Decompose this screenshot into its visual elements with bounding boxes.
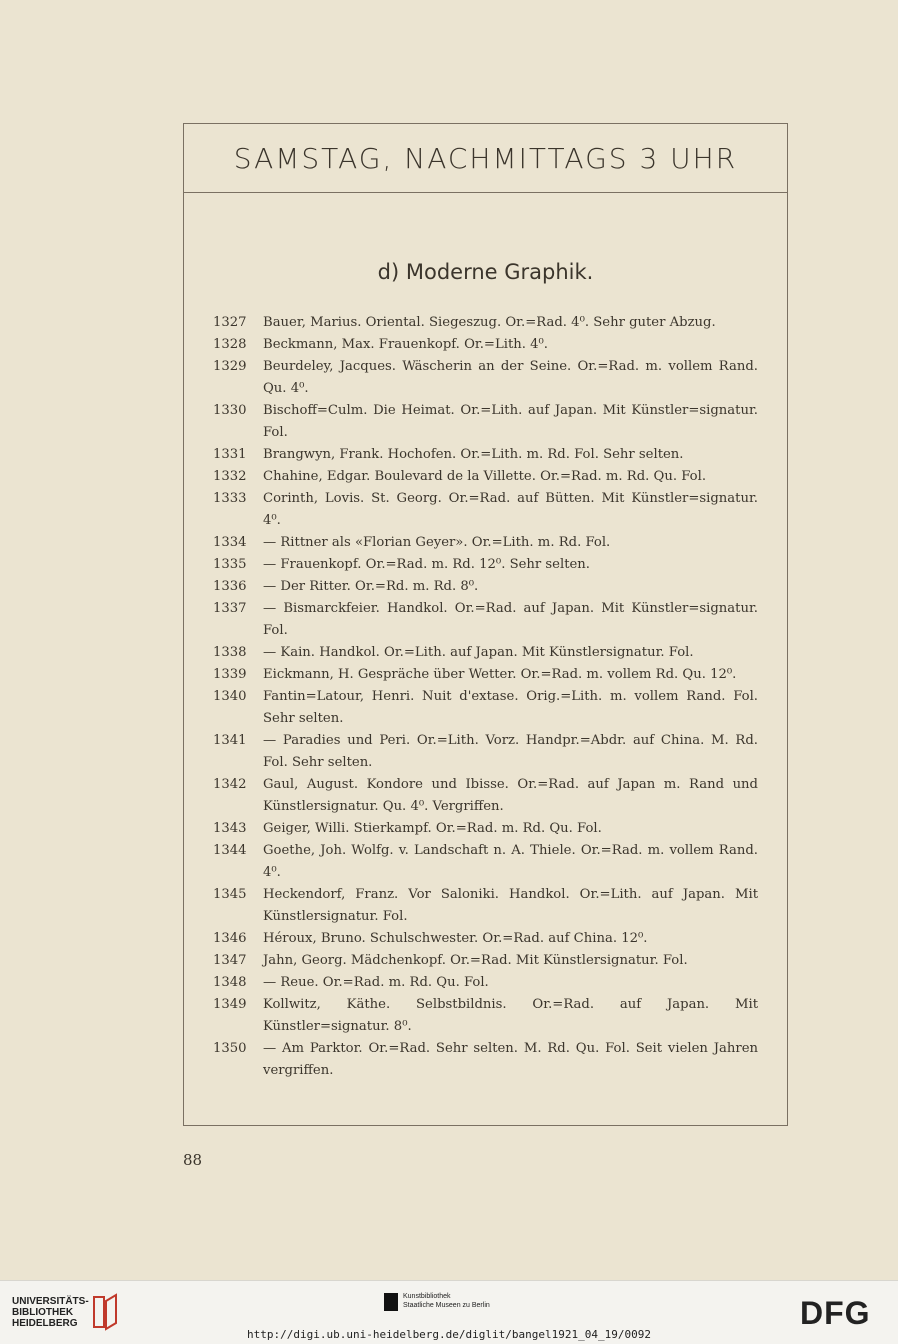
- entry-number: 1331: [213, 447, 247, 462]
- entry-number: 1329: [213, 359, 247, 374]
- ub-logo-line: HEIDELBERG: [12, 1318, 78, 1329]
- entry-number: 1344: [213, 843, 247, 858]
- entry-text: Beckmann, Max. Frauenkopf. Or.=Lith. 4⁰.: [263, 337, 548, 352]
- entry-text: Geiger, Willi. Stierkampf. Or.=Rad. m. Rd. Qu. Fol.: [263, 821, 602, 836]
- catalog-entry: [213, 972, 758, 994]
- kunstbibliothek-label[interactable]: [403, 1292, 490, 1310]
- entry-text: Fantin=Latour, Henri. Nuit d'extase. Orig.=Lith. m. vollem Rand. Fol. Sehr selten.: [263, 689, 758, 726]
- catalog-entry: [213, 818, 758, 840]
- entry-text: — Reue. Or.=Rad. m. Rd. Qu. Fol.: [263, 975, 489, 990]
- entry-text: Kollwitz, Käthe. Selbstbildnis. Or.=Rad. auf Japan. Mit Künstler=signatur. 8⁰.: [263, 997, 758, 1034]
- entry-number: 1338: [213, 645, 247, 660]
- kb-line: Staatliche Museen zu Berlin: [403, 1302, 490, 1309]
- footer-bar: [0, 1280, 898, 1344]
- catalog-entry: [213, 994, 758, 1038]
- entry-text: — Am Parktor. Or.=Rad. Sehr selten. M. Rd. Qu. Fol. Seit vielen Jahren vergriffen.: [263, 1041, 758, 1078]
- entry-number: 1334: [213, 535, 247, 550]
- catalog-entry: [213, 532, 758, 554]
- catalog-entry: [213, 554, 758, 576]
- entry-text: — Bismarckfeier. Handkol. Or.=Rad. auf Japan. Mit Künstler=signatur. Fol.: [263, 601, 758, 638]
- catalog-entry: [213, 488, 758, 532]
- entry-text: Heckendorf, Franz. Vor Saloniki. Handkol. Or.=Lith. auf Japan. Mit Künstlersignatur. Fol.: [263, 887, 758, 924]
- entry-number: 1333: [213, 491, 247, 506]
- university-library-logo[interactable]: [12, 1296, 89, 1329]
- entry-number: 1349: [213, 997, 247, 1012]
- catalog-list: [213, 312, 758, 1082]
- entry-text: Bauer, Marius. Oriental. Siegeszug. Or.=Rad. 4⁰. Sehr guter Abzug.: [263, 315, 716, 330]
- entry-number: 1339: [213, 667, 247, 682]
- header-box: [184, 124, 787, 193]
- section-title: d) Moderne Graphik.: [377, 260, 594, 284]
- page-number: 88: [183, 1151, 203, 1169]
- entry-number: 1350: [213, 1041, 247, 1056]
- kunstbibliothek-logo-icon: [384, 1293, 398, 1311]
- catalog-entry: [213, 598, 758, 642]
- entry-number: 1343: [213, 821, 247, 836]
- catalog-entry: [213, 928, 758, 950]
- entry-number: 1340: [213, 689, 247, 704]
- entry-text: Gaul, August. Kondore und Ibisse. Or.=Rad. auf Japan m. Rand und Künstlersignatur. Qu. 4⁰. Vergriffen.: [263, 777, 758, 814]
- catalog-entry: [213, 444, 758, 466]
- catalog-entry: [213, 664, 758, 686]
- catalog-entry: [213, 642, 758, 664]
- entry-number: 1335: [213, 557, 247, 572]
- catalog-entry: [213, 312, 758, 334]
- entry-text: — Kain. Handkol. Or.=Lith. auf Japan. Mit Künstlersignatur. Fol.: [263, 645, 694, 660]
- entry-text: Chahine, Edgar. Boulevard de la Villette. Or.=Rad. m. Rd. Qu. Fol.: [263, 469, 707, 484]
- entry-number: 1337: [213, 601, 247, 616]
- ub-emblem-icon: [90, 1293, 120, 1331]
- entry-text: Beurdeley, Jacques. Wäscherin an der Seine. Or.=Rad. m. vollem Rand. Qu. 4⁰.: [263, 359, 758, 396]
- ub-logo-line: BIBLIOTHEK: [12, 1307, 74, 1318]
- entry-number: 1342: [213, 777, 247, 792]
- page-url[interactable]: http://digi.ub.uni-heidelberg.de/diglit/bangel1921_04_19/0092: [247, 1328, 651, 1341]
- page-title: SAMSTAG, NACHMITTAGS 3 UHR: [233, 142, 738, 175]
- entry-text: Bischoff=Culm. Die Heimat. Or.=Lith. auf Japan. Mit Künstler=signatur. Fol.: [263, 403, 758, 440]
- catalog-entry: [213, 576, 758, 598]
- entry-number: 1328: [213, 337, 247, 352]
- entry-text: — Rittner als «Florian Geyer». Or.=Lith. m. Rd. Fol.: [263, 535, 611, 550]
- entry-text: Brangwyn, Frank. Hochofen. Or.=Lith. m. Rd. Fol. Sehr selten.: [263, 447, 684, 462]
- catalog-entry: [213, 840, 758, 884]
- dfg-logo[interactable]: DFG: [800, 1295, 871, 1331]
- entry-text: — Frauenkopf. Or.=Rad. m. Rd. 12⁰. Sehr selten.: [263, 557, 590, 572]
- entry-number: 1330: [213, 403, 247, 418]
- ub-logo-line: UNIVERSITÄTS-: [12, 1296, 89, 1307]
- entry-number: 1327: [213, 315, 247, 330]
- entry-text: — Paradies und Peri. Or.=Lith. Vorz. Handpr.=Abdr. auf China. M. Rd. Fol. Sehr selten.: [263, 733, 758, 770]
- catalog-entry: [213, 884, 758, 928]
- entry-number: 1348: [213, 975, 247, 990]
- entry-text: — Der Ritter. Or.=Rd. m. Rd. 8⁰.: [263, 579, 479, 594]
- catalog-entry: [213, 466, 758, 488]
- entry-number: 1347: [213, 953, 247, 968]
- entry-text: Jahn, Georg. Mädchenkopf. Or.=Rad. Mit Künstlersignatur. Fol.: [263, 953, 688, 968]
- entry-text: Corinth, Lovis. St. Georg. Or.=Rad. auf Bütten. Mit Künstler=signatur. 4⁰.: [263, 491, 758, 528]
- catalog-entry: [213, 774, 758, 818]
- catalog-entry: [213, 950, 758, 972]
- catalog-entry: [213, 730, 758, 774]
- entry-number: 1345: [213, 887, 247, 902]
- catalog-entry: [213, 400, 758, 444]
- kb-line: Kunstbibliothek: [403, 1293, 451, 1300]
- entry-number: 1336: [213, 579, 247, 594]
- entry-number: 1332: [213, 469, 247, 484]
- catalog-entry: [213, 686, 758, 730]
- entry-text: Héroux, Bruno. Schulschwester. Or.=Rad. auf China. 12⁰.: [263, 931, 648, 946]
- catalog-entry: [213, 1038, 758, 1082]
- entry-number: 1346: [213, 931, 247, 946]
- entry-text: Eickmann, H. Gespräche über Wetter. Or.=Rad. m. vollem Rd. Qu. 12⁰.: [263, 667, 737, 682]
- entry-number: 1341: [213, 733, 247, 748]
- catalog-entry: [213, 356, 758, 400]
- entry-text: Goethe, Joh. Wolfg. v. Landschaft n. A. Thiele. Or.=Rad. m. vollem Rand. 4⁰.: [263, 843, 758, 880]
- catalog-entry: [213, 334, 758, 356]
